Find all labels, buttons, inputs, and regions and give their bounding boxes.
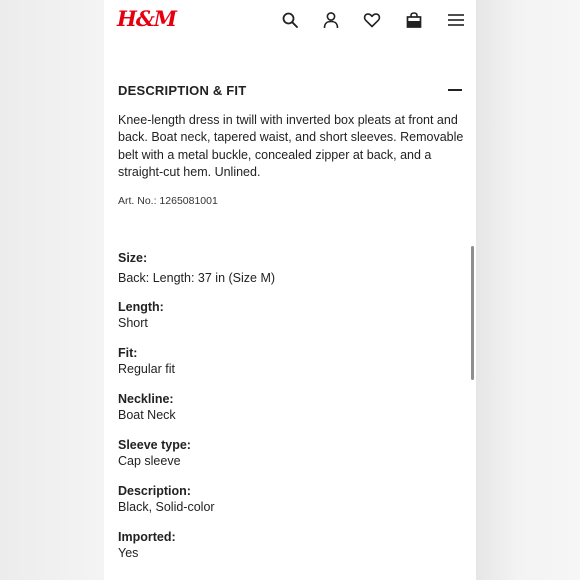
attribute-value: Back: Length: 37 in (Size M) (118, 271, 276, 285)
attribute-description (118, 483, 458, 515)
product-description: Knee-length dress in twill with inverted box pleats at front and back. Boat neck, tapered waist, and short sleeves. Removable belt with a metal buckle, concealed zipper at back, and a straight-cut hem. Unlined. (118, 113, 464, 180)
attribute-sleeve-type (118, 437, 458, 469)
account-icon[interactable] (322, 11, 340, 29)
background-right (476, 0, 580, 580)
hm-logo[interactable]: H&M (117, 6, 177, 31)
bag-icon[interactable] (405, 11, 423, 29)
attribute-value: Yes (118, 546, 139, 560)
attribute-label: Imported: (118, 530, 176, 544)
attribute-fit (118, 345, 458, 377)
heart-icon[interactable] (363, 11, 381, 29)
attribute-label: Sleeve type: (118, 438, 191, 452)
attribute-value: Black, Solid-color (118, 500, 215, 514)
description-fit-heading[interactable]: DESCRIPTION & FIT (118, 83, 247, 98)
menu-icon[interactable] (447, 11, 465, 29)
attribute-label: Size: (118, 251, 148, 265)
attribute-size (118, 250, 458, 286)
attribute-imported (118, 529, 458, 561)
top-header (104, 0, 476, 42)
product-page (104, 0, 476, 580)
minus-icon[interactable] (448, 89, 462, 91)
attribute-value: Regular fit (118, 362, 175, 376)
attribute-label: Neckline: (118, 392, 174, 406)
attribute-neckline (118, 391, 458, 423)
background-left (0, 0, 104, 580)
scrollbar-thumb[interactable] (471, 246, 474, 380)
attribute-value: Boat Neck (118, 408, 176, 422)
search-icon[interactable] (281, 11, 299, 29)
attribute-length (118, 299, 458, 331)
attribute-value: Short (118, 316, 148, 330)
attribute-label: Length: (118, 300, 164, 314)
attribute-value: Cap sleeve (118, 454, 181, 468)
attribute-label: Fit: (118, 346, 138, 360)
attribute-label: Description: (118, 484, 191, 498)
article-number: Art. No.: 1265081001 (118, 195, 218, 207)
